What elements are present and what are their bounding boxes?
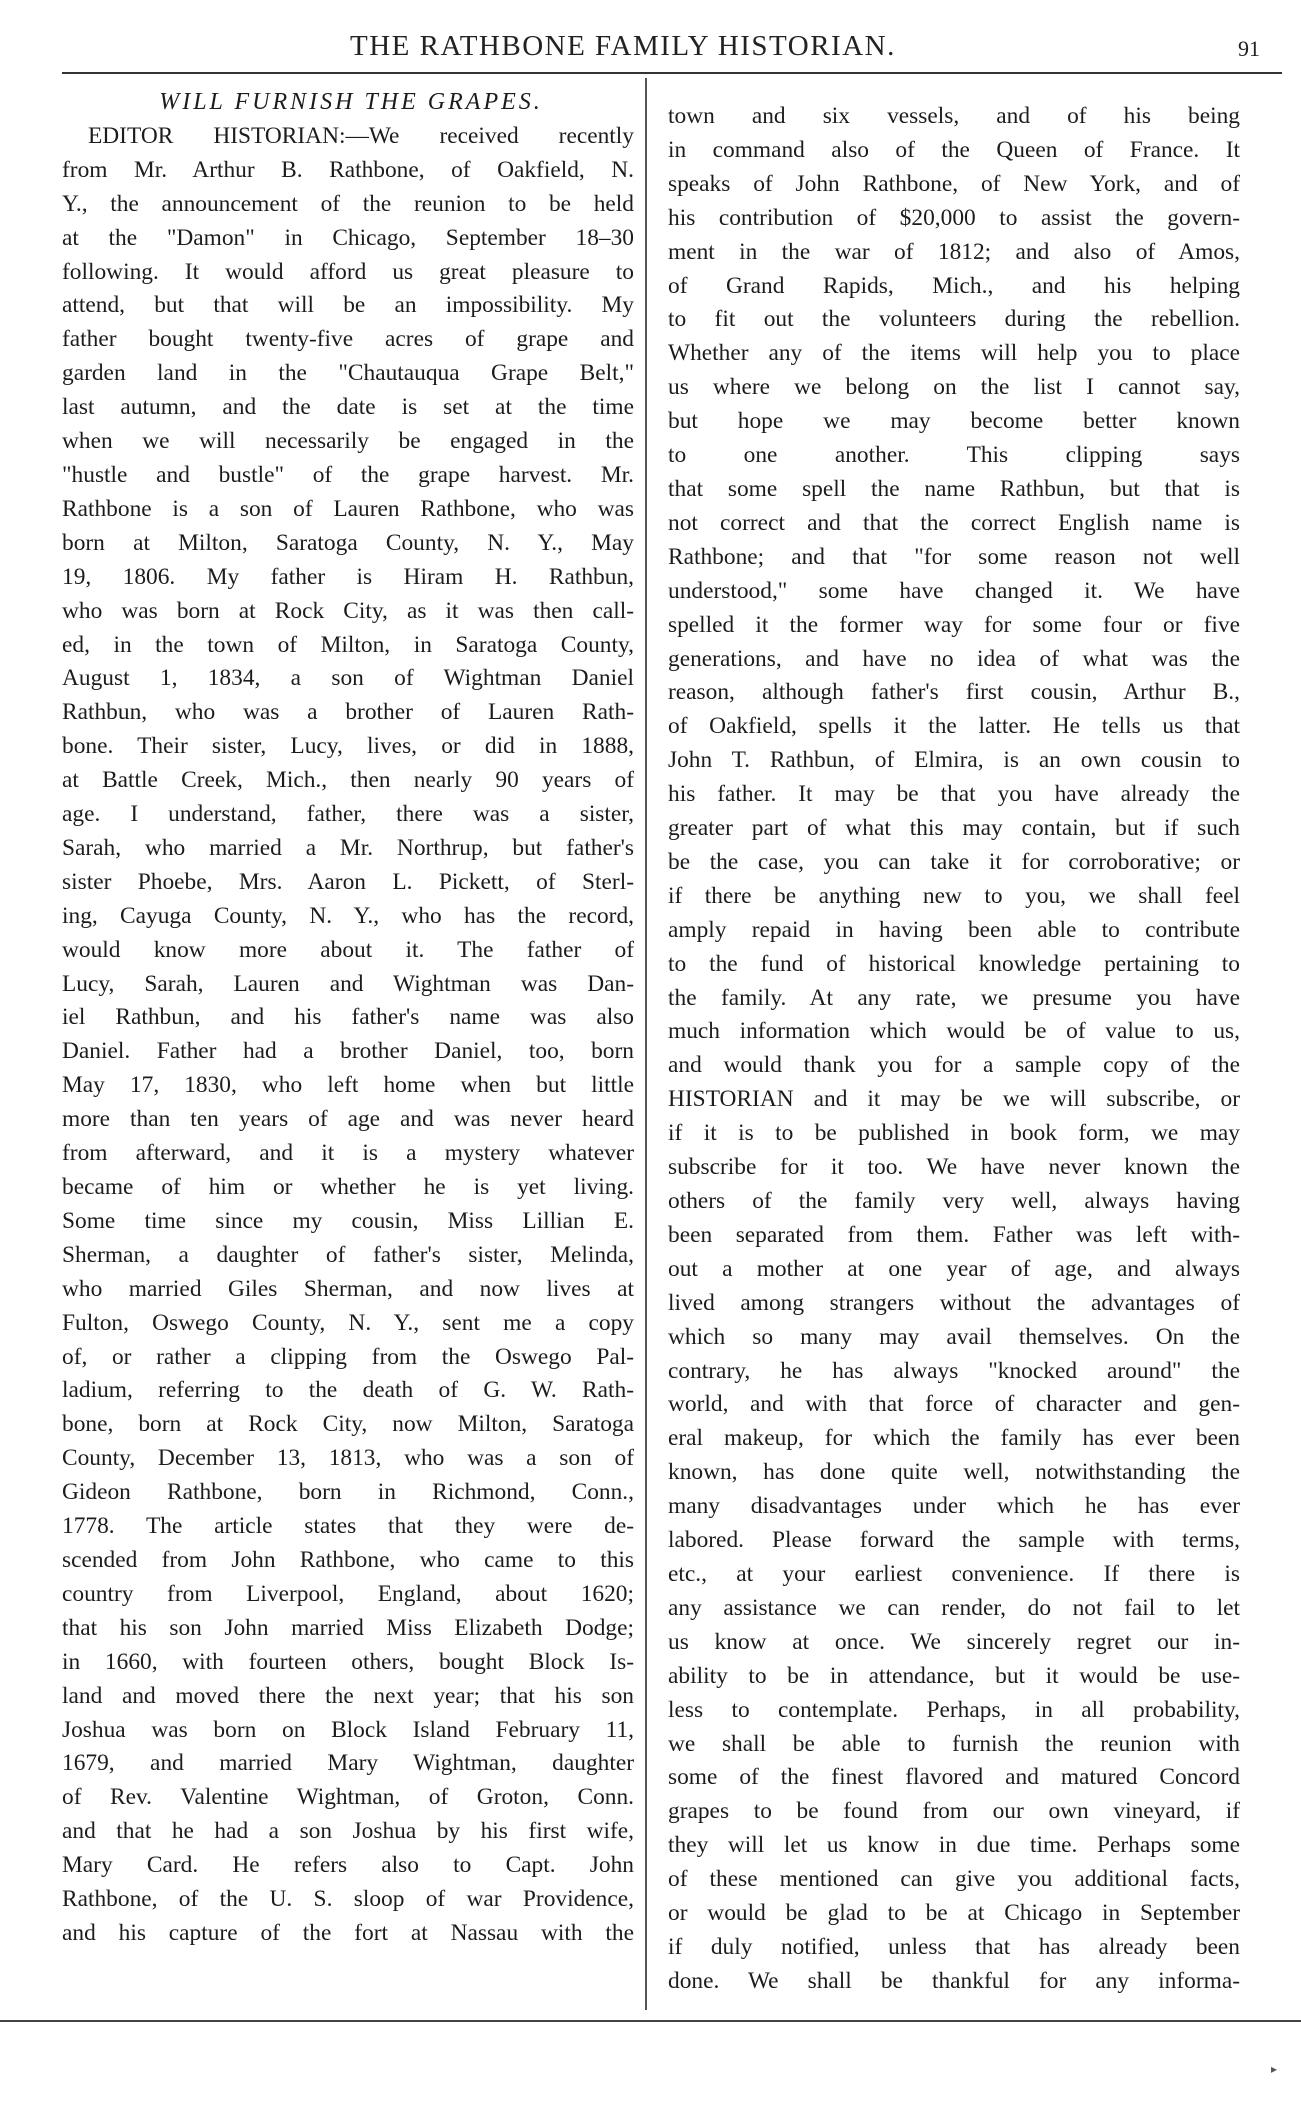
text-line: if it is to be published in book form, we may (668, 1120, 1240, 1147)
text-line: and that he had a son Joshua by his first wife, (62, 1818, 634, 1845)
text-line: his contribution of $20,000 to assist the govern- (668, 204, 1240, 231)
text-line: known, has done quite well, notwithstanding the (668, 1459, 1240, 1486)
text-line: us where we belong on the list I cannot say, (668, 374, 1240, 401)
text-line: and his capture of the fort at Nassau with the (62, 1919, 634, 1946)
text-line: Y., the announcement of the reunion to be held (62, 190, 634, 217)
text-line: at Battle Creek, Mich., then nearly 90 years of (62, 767, 634, 794)
text-line: others of the family very well, always having (668, 1188, 1240, 1214)
text-line: if there be anything new to you, we shall feel (668, 882, 1240, 909)
text-line: at the "Damon" in Chicago, September 18–30 (62, 224, 634, 251)
text-line: ed, in the town of Milton, in Saratoga County, (62, 631, 634, 658)
text-line: not correct and that the correct English name is (668, 509, 1240, 536)
corner-mark: ▸ (1270, 2062, 1277, 2076)
text-line: "hustle and bustle" of the grape harvest. Mr. (62, 461, 634, 488)
text-line: would know more about it. The father of (62, 936, 634, 963)
text-line: iel Rathbun, and his father's name was also (62, 1004, 634, 1031)
text-line: the family. At any rate, we presume you have (668, 984, 1240, 1011)
page-number: 91 (1238, 36, 1260, 61)
text-line: of Oakfield, spells it the latter. He tells us that (668, 713, 1240, 740)
text-line: Rathbone, of the U. S. sloop of war Providence, (62, 1886, 634, 1913)
text-line: that his son John married Miss Elizabeth Dodge; (62, 1614, 634, 1641)
text-line: they will let us know in due time. Perhaps some (668, 1832, 1240, 1859)
text-line: world, and with that force of character and gen- (668, 1391, 1240, 1418)
text-line: Fulton, Oswego County, N. Y., sent me a copy (62, 1309, 634, 1336)
text-line: Sherman, a daughter of father's sister, Melinda, (62, 1241, 634, 1268)
text-line: land and moved there the next year; that his son (62, 1682, 634, 1709)
text-line: etc., at your earliest convenience. If there is (668, 1560, 1240, 1587)
text-line: us know at once. We sincerely regret our in- (668, 1628, 1240, 1655)
text-line: John T. Rathbun, of Elmira, is an own cousin to (668, 747, 1240, 774)
text-line: attend, but that will be an impossibility. My (62, 292, 634, 319)
text-line: less to contemplate. Perhaps, in all probability, (668, 1696, 1240, 1723)
text-line: or would be glad to be at Chicago in September (668, 1900, 1240, 1927)
text-line: bone. Their sister, Lucy, lives, or did in 1888, (62, 733, 634, 760)
text-line: Rathbone; and that "for some reason not well (668, 543, 1240, 570)
text-line: which so many may avail themselves. On the (668, 1323, 1240, 1350)
running-head: THE RATHBONE FAMILY HISTORIAN. (350, 30, 896, 62)
text-line: contrary, he has always "knocked around" the (668, 1357, 1240, 1384)
text-line: ment in the war of 1812; and also of Amos, (668, 238, 1240, 265)
text-line: that some spell the name Rathbun, but that is (668, 475, 1240, 502)
text-line: amply repaid in having been able to contribute (668, 916, 1240, 943)
text-line: Some time since my cousin, Miss Lillian E. (62, 1207, 634, 1234)
text-line: be the case, you can take it for corroborative; or (668, 848, 1240, 875)
text-line: much information which would be of value to us, (668, 1018, 1240, 1045)
article-title: WILL FURNISH THE GRAPES. (159, 89, 543, 115)
text-line: born at Milton, Saratoga County, N. Y., May (62, 529, 634, 556)
text-line: lived among strangers without the advantages of (668, 1289, 1240, 1316)
text-line: we shall be able to furnish the reunion with (668, 1730, 1240, 1757)
text-line: Lucy, Sarah, Lauren and Wightman was Dan- (62, 970, 634, 997)
text-line: grapes to be found from our own vineyard, if (668, 1798, 1240, 1825)
text-line: Whether any of the items will help you to place (668, 340, 1240, 367)
text-line: out a mother at one year of age, and always (668, 1255, 1240, 1282)
text-line: in command also of the Queen of France. It (668, 136, 1240, 163)
text-line: last autumn, and the date is set at the time (62, 394, 634, 421)
text-line: father bought twenty-five acres of grape and (62, 326, 634, 353)
text-line: country from Liverpool, England, about 1620; (62, 1580, 634, 1607)
text-line: following. It would afford us great pleasure to (62, 258, 634, 285)
text-line: done. We shall be thankful for any informa- (668, 1967, 1240, 1994)
text-line: been separated from them. Father was left with- (668, 1221, 1240, 1248)
text-line: garden land in the "Chautauqua Grape Belt," (62, 360, 634, 387)
text-line: more than ten years of age and was never heard (62, 1106, 634, 1133)
text-line: any assistance we can render, do not fail to let (668, 1594, 1240, 1621)
text-line: Sarah, who married a Mr. Northrup, but father's (62, 834, 634, 861)
text-line: Joshua was born on Block Island February 11, (62, 1716, 634, 1743)
text-line: 19, 1806. My father is Hiram H. Rathbun, (62, 563, 634, 590)
text-line: Rathbun, who was a brother of Lauren Rath- (62, 699, 634, 726)
text-line: to fit out the volunteers during the rebellion. (668, 306, 1240, 333)
text-line: of these mentioned can give you additional facts, (668, 1866, 1240, 1893)
text-line: but hope we may become better known (668, 408, 1240, 435)
text-line: many disadvantages under which he has ever (668, 1493, 1240, 1520)
text-line: town and six vessels, and of his being (668, 103, 1240, 129)
text-line: of, or rather a clipping from the Oswego Pal- (62, 1343, 634, 1370)
text-line: County, December 13, 1813, who was a son of (62, 1445, 634, 1472)
text-line: labored. Please forward the sample with terms, (668, 1527, 1240, 1554)
left-column (62, 86, 634, 1951)
page-header (60, 26, 1290, 66)
text-line: Gideon Rathbone, born in Richmond, Conn., (62, 1479, 634, 1506)
text-line: ladium, referring to the death of G. W. Rath- (62, 1377, 634, 1404)
text-line: and would thank you for a sample copy of the (668, 1052, 1240, 1079)
text-line: from afterward, and it is a mystery whatever (62, 1140, 634, 1167)
text-line: reason, although father's first cousin, Arthur B., (668, 679, 1240, 706)
text-line: if duly notified, unless that has already been (668, 1933, 1240, 1960)
text-line: EDITOR HISTORIAN:—We received recently (88, 122, 634, 149)
text-line: who married Giles Sherman, and now lives at (62, 1275, 634, 1302)
text-line: Rathbone is a son of Lauren Rathbone, who was (62, 495, 634, 522)
text-line: scended from John Rathbone, who came to this (62, 1546, 634, 1573)
text-line: who was born at Rock City, as it was then call- (62, 597, 634, 624)
text-line: HISTORIAN and it may be we will subscribe, or (668, 1086, 1240, 1113)
text-line: May 17, 1830, who left home when but little (62, 1072, 634, 1099)
text-line: August 1, 1834, a son of Wightman Daniel (62, 665, 634, 692)
text-line: spelled it the former way for some four or five (668, 611, 1240, 638)
left-column-text (62, 120, 634, 1951)
text-line: age. I understand, father, there was a sister, (62, 801, 634, 828)
column-divider (645, 78, 647, 2010)
right-column (668, 100, 1240, 1999)
page-edge-rule (0, 2020, 1301, 2022)
text-line: to one another. This clipping says (668, 442, 1240, 469)
text-line: when we will necessarily be engaged in the (62, 428, 634, 455)
text-line: in 1660, with fourteen others, bought Block Is- (62, 1648, 634, 1675)
text-line: to the fund of historical knowledge pertaining to (668, 950, 1240, 977)
text-line: his father. It may be that you have already the (668, 781, 1240, 808)
text-line: 1679, and married Mary Wightman, daughter (62, 1750, 634, 1777)
text-line: bone, born at Rock City, now Milton, Saratoga (62, 1411, 634, 1438)
text-line: greater part of what this may contain, but if such (668, 815, 1240, 842)
text-line: eral makeup, for which the family has ever been (668, 1425, 1240, 1452)
text-line: Daniel. Father had a brother Daniel, too, born (62, 1038, 634, 1065)
text-line: ing, Cayuga County, N. Y., who has the record, (62, 902, 634, 929)
text-line: generations, and have no idea of what was the (668, 645, 1240, 672)
text-line: became of him or whether he is yet living. (62, 1174, 634, 1200)
text-line: 1778. The article states that they were de- (62, 1513, 634, 1540)
text-line: subscribe for it too. We have never known the (668, 1154, 1240, 1181)
right-column-text (668, 100, 1240, 1999)
text-line: understood," some have changed it. We have (668, 577, 1240, 604)
text-line: Mary Card. He refers also to Capt. John (62, 1852, 634, 1879)
text-line: ability to be in attendance, but it would be use- (668, 1662, 1240, 1689)
text-line: sister Phoebe, Mrs. Aaron L. Pickett, of Sterl- (62, 868, 634, 895)
text-line: of Rev. Valentine Wightman, of Groton, Conn. (62, 1784, 634, 1811)
text-line: from Mr. Arthur B. Rathbone, of Oakfield, N. (62, 156, 634, 183)
text-line: speaks of John Rathbone, of New York, and of (668, 170, 1240, 197)
text-line: some of the finest flavored and matured Concord (668, 1764, 1240, 1791)
text-line: of Grand Rapids, Mich., and his helping (668, 272, 1240, 299)
header-rule (62, 72, 1282, 74)
